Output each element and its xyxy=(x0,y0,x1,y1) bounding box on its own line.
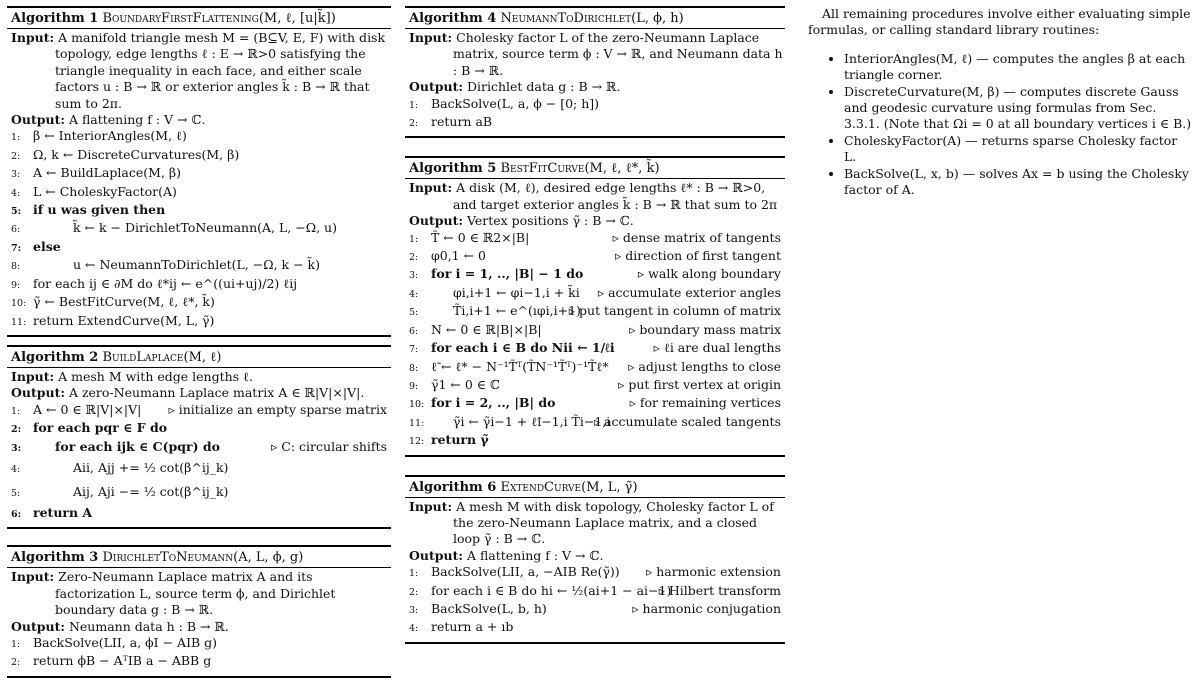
line-text: φ0,1 ← 0 xyxy=(431,248,487,264)
line-text: γ̃1 ← 0 ∈ ℂ xyxy=(431,376,500,392)
algo-line xyxy=(11,294,389,312)
algo-line xyxy=(409,377,783,395)
line-comment: ▹ dense matrix of tangents xyxy=(612,229,781,245)
algorithm-6-name: ExtendCurve xyxy=(500,479,582,495)
line-number: 4: xyxy=(11,464,21,476)
algorithm-4-body xyxy=(405,29,785,138)
line-number: 1: xyxy=(409,568,419,580)
algo-line xyxy=(409,303,783,321)
line-text: for i = 1, .., |B| − 1 do xyxy=(431,266,584,282)
line-text: T̃i,i+1 ← e^(ıφi,i+1) xyxy=(453,303,581,319)
algo-line xyxy=(11,220,389,238)
algo-line xyxy=(11,313,389,331)
algorithm-4-label: Algorithm 4 xyxy=(409,11,497,26)
algorithm-1-body xyxy=(7,29,391,337)
line-number: 10: xyxy=(11,298,27,310)
algorithm-6-input-text: A mesh M with disk topology, Cholesky factor L of the zero-Neumann Laplace matrix, and a closed loop γ̃ : B → ℂ. xyxy=(453,498,774,547)
algo-line xyxy=(11,635,389,653)
input-label: Input: xyxy=(409,180,453,196)
line-text: γ̃i ← γ̃i−1 + ℓ̃i−1,i T̃i−1,i xyxy=(453,413,611,429)
algo-line xyxy=(409,359,783,377)
algo-line xyxy=(11,505,389,523)
line-text: N ← 0 ∈ ℝ|B|×|B| xyxy=(431,321,542,337)
line-text: BackSolve(L, b, h) xyxy=(431,600,547,616)
line-number: 1: xyxy=(409,99,419,111)
output-label: Output: xyxy=(11,618,65,634)
algo-line xyxy=(409,96,783,114)
line-comment: ▹ C: circular shifts xyxy=(271,438,387,454)
algo-line xyxy=(11,653,389,671)
algorithm-2-input-text: A mesh M with edge lengths ℓ. xyxy=(58,369,253,384)
line-text: u ← NeumannToDirichlet(L, −Ω, k − k̃) xyxy=(73,257,320,273)
list-item: • BackSolve(L, x, b) — solves Ax = b using the Cholesky factor of A. xyxy=(844,166,1193,199)
algo-line xyxy=(11,481,389,505)
list-item: • InteriorAngles(M, ℓ) — computes the angles β at each triangle corner. xyxy=(844,51,1193,84)
line-number: 1: xyxy=(409,233,419,245)
algo-line xyxy=(11,276,389,294)
line-number: 6: xyxy=(409,325,419,337)
line-number: 2: xyxy=(11,424,22,436)
algorithm-4-name: NeumannToDirichlet xyxy=(500,11,632,26)
line-comment: ▹ direction of first tangent xyxy=(614,248,781,264)
algorithm-3-input xyxy=(11,569,389,618)
list-item: • CholeskyFactor(A) — returns sparse Cholesky factor L. xyxy=(844,133,1193,166)
algorithm-4-signature: (L, ϕ, h) xyxy=(631,11,684,26)
line-comment: ▹ for remaining vertices xyxy=(629,395,781,411)
line-text: T̃ ← 0 ∈ ℝ2×|B| xyxy=(431,229,530,245)
line-comment: ▹ initialize an empty sparse matrix xyxy=(168,401,387,417)
line-number: 3: xyxy=(11,169,21,181)
line-text: BackSolve(LII, a, −AIB Re(γ̃)) xyxy=(431,564,620,580)
algorithm-2-name: BuildLaplace xyxy=(102,350,184,365)
line-text: Aii, Ajj += ½ cot(β^ij_k) xyxy=(73,460,229,476)
line-number: 6: xyxy=(11,509,22,521)
line-text: else xyxy=(33,238,61,254)
line-text: ℓ̃ ← ℓ* − N⁻¹T̃ᵀ(T̃N⁻¹T̃ᵀ)⁻¹T̃ℓ* xyxy=(431,358,609,374)
algorithm-6 xyxy=(405,475,785,644)
list-item: • DiscreteCurvature(M, β) — computes discrete Gauss and geodesic curvature using formulas from Sec. 3.3.1. (Note that Ωi = 0 at all boundary vertices i ∈ B.) xyxy=(844,84,1193,133)
line-text: β ← InteriorAngles(M, ℓ) xyxy=(33,128,187,144)
line-text: return A xyxy=(33,505,93,521)
algorithm-1-output-text: A flattening f : V → ℂ. xyxy=(68,112,206,128)
algo-line xyxy=(11,457,389,481)
algo-line xyxy=(409,322,783,340)
line-number: 2: xyxy=(11,150,21,162)
algo-line xyxy=(11,184,389,202)
algorithm-6-header xyxy=(405,475,785,498)
output-label: Output: xyxy=(409,213,463,229)
algo-line xyxy=(409,285,783,303)
algo-line xyxy=(409,564,783,582)
algo-line xyxy=(11,439,389,457)
algorithm-2-input xyxy=(11,369,389,385)
line-comment: ▹ accumulate exterior angles xyxy=(597,284,781,300)
algo-line xyxy=(409,583,783,601)
algorithm-3-input-text: Zero-Neumann Laplace matrix A and its factorization L, source term ϕ, and Dirichlet boundary data g : B → ℝ. xyxy=(55,569,336,618)
procedures-list xyxy=(808,51,1193,199)
algorithm-3-signature: (A, L, ϕ, g) xyxy=(233,550,304,566)
algo-line xyxy=(409,230,783,248)
algorithm-4-input xyxy=(409,30,783,79)
line-number: 8: xyxy=(409,362,419,374)
algorithm-2 xyxy=(7,345,391,529)
algorithm-6-input xyxy=(409,499,783,548)
line-text: for i = 2, .., |B| do xyxy=(431,395,556,411)
line-number: 2: xyxy=(11,657,21,669)
line-number: 3: xyxy=(11,442,22,454)
left-column xyxy=(7,6,391,678)
line-number: 5: xyxy=(409,307,419,319)
algo-line xyxy=(11,147,389,165)
algorithm-6-signature: (M, L, γ̃) xyxy=(581,479,638,495)
line-number: 4: xyxy=(11,187,21,199)
output-label: Output: xyxy=(409,547,463,563)
algo-line xyxy=(11,128,389,146)
line-comment: ▹ harmonic conjugation xyxy=(632,600,781,616)
line-text: for each i ∈ B do Nii ← 1/ℓi xyxy=(431,340,615,356)
algorithm-1-input-text: A manifold triangle mesh M = (B⊆V, E, F) with disk topology, edge lengths ℓ : E → ℝ>0 satisfying the triangle inequality in each face, and either scale factors u : B → ℝ or exterior angles k̃ : B → ℝ that sum to 2π. xyxy=(55,30,386,111)
line-text: φi,i+1 ← φi−1,i + k̃i xyxy=(453,284,580,300)
algorithm-5-output-text: Vertex positions γ̃ : B → ℂ. xyxy=(466,213,634,229)
algo-line xyxy=(11,257,389,275)
algo-line xyxy=(409,266,783,284)
line-comment: ▹ accumulate scaled tangents xyxy=(593,413,781,429)
algorithm-2-body xyxy=(7,368,391,529)
output-label: Output: xyxy=(11,112,65,128)
line-number: 8: xyxy=(11,261,21,273)
line-number: 1: xyxy=(11,132,21,144)
line-text: BackSolve(LII, a, ϕI − AIB g) xyxy=(33,635,218,651)
line-comment: ▹ ℓi are dual lengths xyxy=(653,340,781,356)
algo-line xyxy=(409,601,783,619)
algorithm-5-name: BestFitCurve xyxy=(500,161,585,177)
algorithm-2-signature: (M, ℓ) xyxy=(183,350,222,365)
line-comment: ▹ Hilbert transform xyxy=(658,582,781,598)
line-comment: ▹ walk along boundary xyxy=(637,266,781,282)
algo-line xyxy=(409,395,783,413)
algorithm-6-output xyxy=(409,548,783,564)
line-text: for each ijk ∈ C(pqr) do xyxy=(55,438,220,454)
algorithm-5-input xyxy=(409,180,783,213)
algorithm-6-label: Algorithm 6 xyxy=(409,479,497,495)
line-text: BackSolve(L, a, ϕ − [0; h]) xyxy=(431,95,600,111)
algo-line xyxy=(11,165,389,183)
algorithm-3-header xyxy=(7,545,391,568)
line-text: return a + ıb xyxy=(431,619,514,635)
algorithm-1-header xyxy=(7,6,391,29)
line-number: 11: xyxy=(409,417,425,429)
algorithm-5-signature: (M, ℓ, ℓ*, k̃) xyxy=(584,161,660,177)
algorithm-6-output-text: A flattening f : V → ℂ. xyxy=(466,547,604,563)
input-label: Input: xyxy=(409,498,453,514)
line-number: 6: xyxy=(11,224,21,236)
line-number: 7: xyxy=(11,242,22,254)
algorithm-3-output-text: Neumann data h : B → ℝ. xyxy=(68,618,229,634)
algorithm-1-signature: (M, ℓ, [u|k̃]) xyxy=(258,11,336,26)
algorithm-3-name: DirichletToNeumann xyxy=(102,550,234,566)
algorithm-3-label: Algorithm 3 xyxy=(11,550,99,566)
output-label: Output: xyxy=(11,385,65,401)
line-number: 5: xyxy=(11,488,21,500)
algorithm-5-input-text: A disk (M, ℓ), desired edge lengths ℓ* : B → ℝ>0, and target exterior angles k̃ : B → ℝ that sum to 2π xyxy=(453,180,778,212)
line-number: 5: xyxy=(11,206,22,218)
algo-line xyxy=(409,432,783,450)
algorithm-5-body xyxy=(405,179,785,456)
line-number: 7: xyxy=(409,344,419,356)
line-comment: ▹ boundary mass matrix xyxy=(629,321,781,337)
algorithm-4 xyxy=(405,6,785,138)
line-number: 10: xyxy=(409,399,425,411)
algo-line xyxy=(11,420,389,438)
algorithm-1 xyxy=(7,6,391,329)
algo-line xyxy=(409,414,783,432)
algorithm-3-output xyxy=(11,619,389,635)
line-text: A ← BuildLaplace(M, β) xyxy=(33,165,182,181)
line-text: k̃ ← k − DirichletToNeumann(A, L, −Ω, u) xyxy=(73,220,337,236)
algo-line xyxy=(409,340,783,358)
line-text: Aij, Aji −= ½ cot(β^ij_k) xyxy=(73,484,229,500)
output-label: Output: xyxy=(409,79,463,95)
line-number: 1: xyxy=(11,405,21,417)
input-label: Input: xyxy=(11,569,55,585)
algorithm-3-body xyxy=(7,568,391,677)
line-text: for each pqr ∈ F do xyxy=(33,420,168,436)
line-comment: ▹ harmonic extension xyxy=(645,564,781,580)
line-number: 3: xyxy=(409,270,419,282)
algorithm-1-output xyxy=(11,112,389,128)
algorithm-2-label: Algorithm 2 xyxy=(11,350,99,365)
algorithm-1-input xyxy=(11,30,389,112)
line-number: 2: xyxy=(409,252,419,264)
algorithm-1-label: Algorithm 1 xyxy=(11,11,99,26)
input-label: Input: xyxy=(409,30,453,45)
line-text: return aB xyxy=(431,114,493,130)
line-number: 9: xyxy=(409,380,419,392)
algo-line xyxy=(11,402,389,420)
algorithm-2-output-text: A zero-Neumann Laplace matrix A ∈ ℝ|V|×|V|. xyxy=(68,385,365,401)
line-text: for each i ∈ B do hi ← ½(ai+1 − ai−1) xyxy=(431,582,672,598)
line-comment: ▹ put tangent in column of matrix xyxy=(568,303,781,319)
line-number: 9: xyxy=(11,279,21,291)
line-number: 2: xyxy=(409,118,419,130)
algo-line xyxy=(11,202,389,220)
line-text: A ← 0 ∈ ℝ|V|×|V| xyxy=(33,401,142,417)
algorithm-2-output xyxy=(11,385,389,401)
algorithm-6-body xyxy=(405,498,785,644)
algorithm-5 xyxy=(405,156,785,456)
algorithm-4-output xyxy=(409,79,783,95)
algorithm-5-header xyxy=(405,156,785,179)
algorithm-3 xyxy=(7,545,391,677)
algo-line xyxy=(409,114,783,132)
line-text: return ϕB − AᵀIB a − ABB g xyxy=(33,653,212,669)
algorithm-5-output xyxy=(409,213,783,229)
middle-column xyxy=(405,6,785,644)
algo-line xyxy=(409,619,783,637)
line-text: γ̃ ← BestFitCurve(M, ℓ, ℓ*, k̃) xyxy=(33,294,215,310)
line-text: Ω, k ← DiscreteCurvatures(M, β) xyxy=(33,146,240,162)
line-number: 4: xyxy=(409,623,419,635)
algorithm-5-label: Algorithm 5 xyxy=(409,161,497,177)
algorithm-4-header xyxy=(405,6,785,29)
procedures-intro: All remaining procedures involve either evaluating simple formulas, or calling standard library routines: xyxy=(808,6,1191,38)
algorithm-4-output-text: Dirichlet data g : B → ℝ. xyxy=(466,79,621,95)
algo-line xyxy=(11,239,389,257)
line-number: 11: xyxy=(11,316,27,328)
line-comment: ▹ adjust lengths to close xyxy=(628,358,781,374)
algorithm-2-header xyxy=(7,345,391,368)
algo-line xyxy=(409,248,783,266)
line-text: return γ̃ xyxy=(431,432,489,448)
line-comment: ▹ put first vertex at origin xyxy=(618,376,781,392)
line-number: 2: xyxy=(409,586,419,598)
algorithm-1-name: BoundaryFirstFlattening xyxy=(102,11,259,26)
line-text: for each ij ∈ ∂M do ℓ*ij ← e^((ui+uj)/2) ℓij xyxy=(33,275,298,291)
right-column xyxy=(808,6,1193,198)
line-text: L ← CholeskyFactor(A) xyxy=(33,183,177,199)
input-label: Input: xyxy=(11,369,55,384)
input-label: Input: xyxy=(11,30,55,45)
algorithm-4-input-text: Cholesky factor L of the zero-Neumann Laplace matrix, source term ϕ : V → ℝ, and Neumann data h : B → ℝ. xyxy=(453,30,783,78)
line-number: 12: xyxy=(409,436,425,448)
line-number: 4: xyxy=(409,288,419,300)
line-number: 3: xyxy=(409,604,419,616)
line-number: 1: xyxy=(11,639,21,651)
line-text: return ExtendCurve(M, L, γ̃) xyxy=(33,312,215,328)
line-text: if u was given then xyxy=(33,202,166,218)
